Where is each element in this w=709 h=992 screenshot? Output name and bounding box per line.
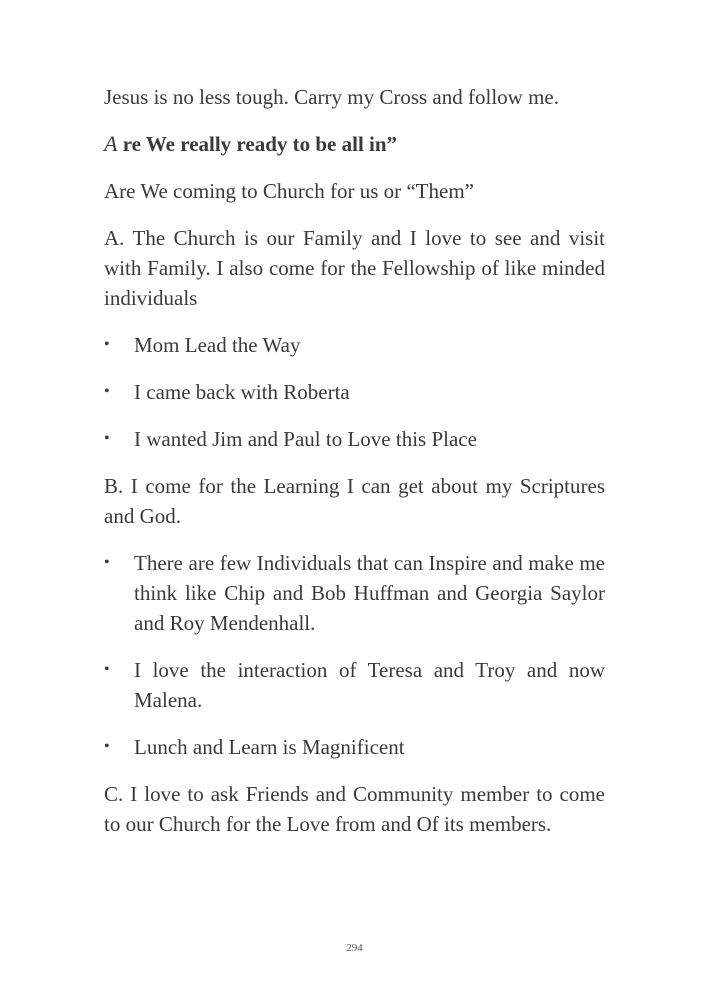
list-item (104, 330, 605, 360)
bullet-icon: • (104, 383, 110, 400)
question-paragraph: Are We coming to Church for us or “Them” (104, 179, 474, 203)
section-b-paragraph: B. I come for the Learning I can get about my Scriptures and God. (104, 474, 605, 528)
section-a-paragraph: A. The Church is our Family and I love to see and visit with Family. I also come for the Fellowship of like minded individuals (104, 226, 605, 310)
page-body (104, 82, 605, 856)
bullet-icon: • (104, 554, 110, 571)
list-item-text: There are few Individuals that can Inspire and make me think like Chip and Bob Huffman and Georgia Saylor and Roy Mendenhall. (134, 551, 605, 635)
list-item (104, 424, 605, 454)
list-item (104, 655, 605, 715)
list-item (104, 732, 605, 762)
section-heading (104, 129, 605, 159)
heading-text: re We really ready to be all in” (117, 132, 398, 156)
bullet-list-a (104, 330, 605, 454)
bullet-icon: • (104, 336, 110, 353)
bullet-icon: • (104, 738, 110, 755)
list-item (104, 548, 605, 638)
bullet-icon: • (104, 661, 110, 678)
page-number: 294 (346, 942, 363, 954)
bullet-list-b (104, 548, 605, 762)
list-item (104, 377, 605, 407)
list-item-text: Lunch and Learn is Magnificent (134, 735, 405, 759)
section-c-paragraph: C. I love to ask Friends and Community member to come to our Church for the Love from and Of its members. (104, 782, 605, 836)
heading-dropcap: A (104, 131, 118, 156)
list-item-text: I came back with Roberta (134, 380, 350, 404)
list-item-text: I wanted Jim and Paul to Love this Place (134, 427, 477, 451)
bullet-icon: • (104, 430, 110, 447)
intro-paragraph: Jesus is no less tough. Carry my Cross and follow me. (104, 85, 559, 109)
list-item-text: I love the interaction of Teresa and Troy and now Malena. (134, 658, 605, 712)
list-item-text: Mom Lead the Way (134, 333, 301, 357)
